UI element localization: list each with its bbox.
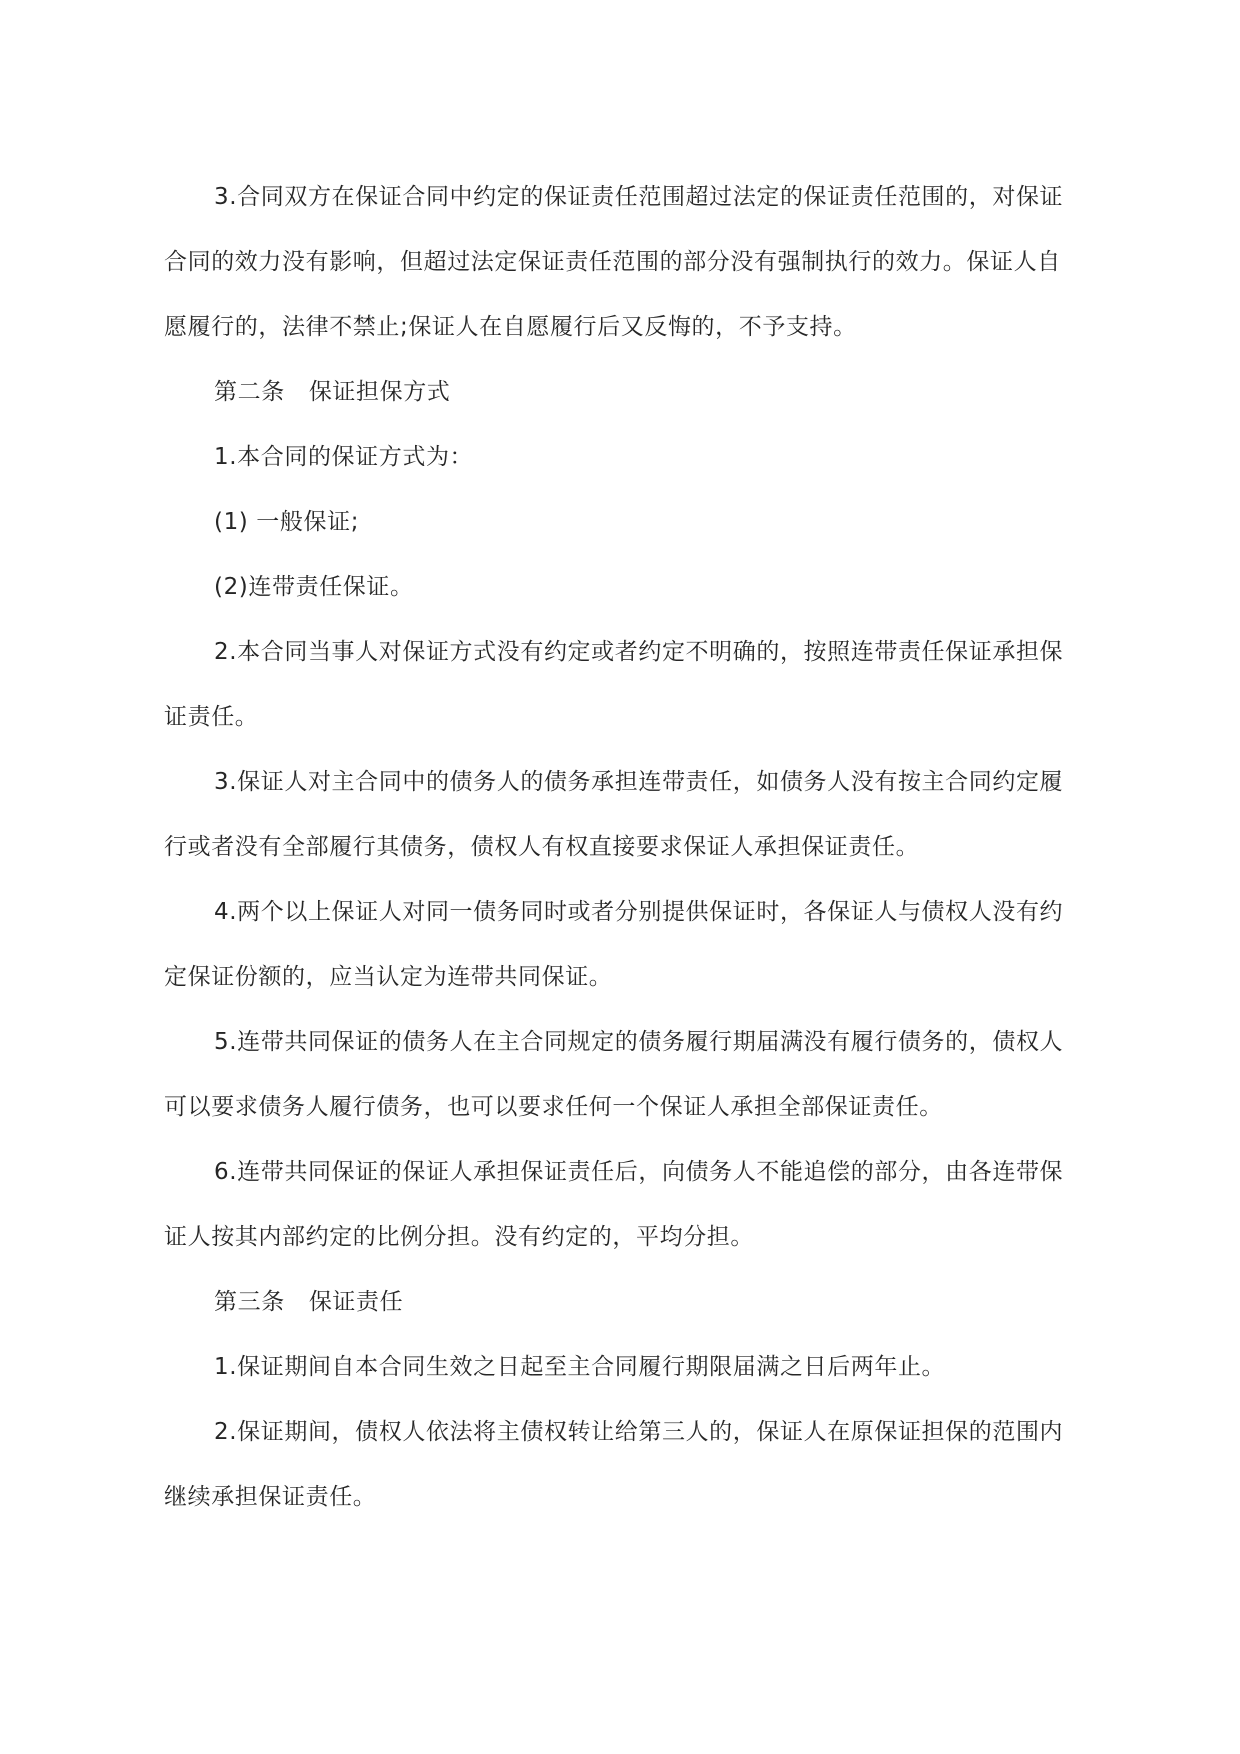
- clause-option: (1) 一般保证;: [214, 509, 360, 535]
- clause-paragraph: 1.本合同的保证方式为：: [214, 444, 474, 470]
- clause-paragraph: 2.本合同当事人对保证方式没有约定或者约定不明确的，按照连带责任保证承担保证责任。: [164, 639, 1064, 730]
- clause-paragraph: 3.保证人对主合同中的债务人的债务承担连带责任，如债务人没有按主合同约定履行或者没有全部履行其债务，债权人有权直接要求保证人承担保证责任。: [164, 769, 1064, 860]
- document-body: [164, 165, 1084, 1530]
- article-title: 保证责任: [308, 1289, 404, 1315]
- clause-option: (2)连带责任保证。: [214, 574, 414, 600]
- clause-paragraph: 4.两个以上保证人对同一债务同时或者分别提供保证时，各保证人与债权人没有约定保证份额的，应当认定为连带共同保证。: [164, 899, 1064, 990]
- clause-paragraph: 1.保证期间自本合同生效之日起至主合同履行期限届满之日后两年止。: [214, 1354, 946, 1380]
- article-heading: [164, 1270, 1084, 1335]
- clause-paragraph: 6.连带共同保证的保证人承担保证责任后，向债务人不能追偿的部分，由各连带保证人按其内部约定的比例分担。没有约定的，平均分担。: [164, 1159, 1064, 1250]
- clause-paragraph: 2.保证期间，债权人依法将主债权转让给第三人的，保证人在原保证担保的范围内继续承担保证责任。: [164, 1419, 1064, 1510]
- article-title: 保证担保方式: [308, 379, 451, 405]
- clause-paragraph: 5.连带共同保证的债务人在主合同规定的债务履行期届满没有履行债务的，债权人可以要求债务人履行债务，也可以要求任何一个保证人承担全部保证责任。: [164, 1029, 1064, 1120]
- article-heading: [164, 360, 1084, 425]
- article-number: 第二条: [214, 379, 285, 405]
- clause-paragraph: 3.合同双方在保证合同中约定的保证责任范围超过法定的保证责任范围的，对保证合同的效力没有影响，但超过法定保证责任范围的部分没有强制执行的效力。保证人自愿履行的，法律不禁止;保证人在自愿履行后又反悔的，不予支持。: [164, 184, 1064, 340]
- article-number: 第三条: [214, 1289, 285, 1315]
